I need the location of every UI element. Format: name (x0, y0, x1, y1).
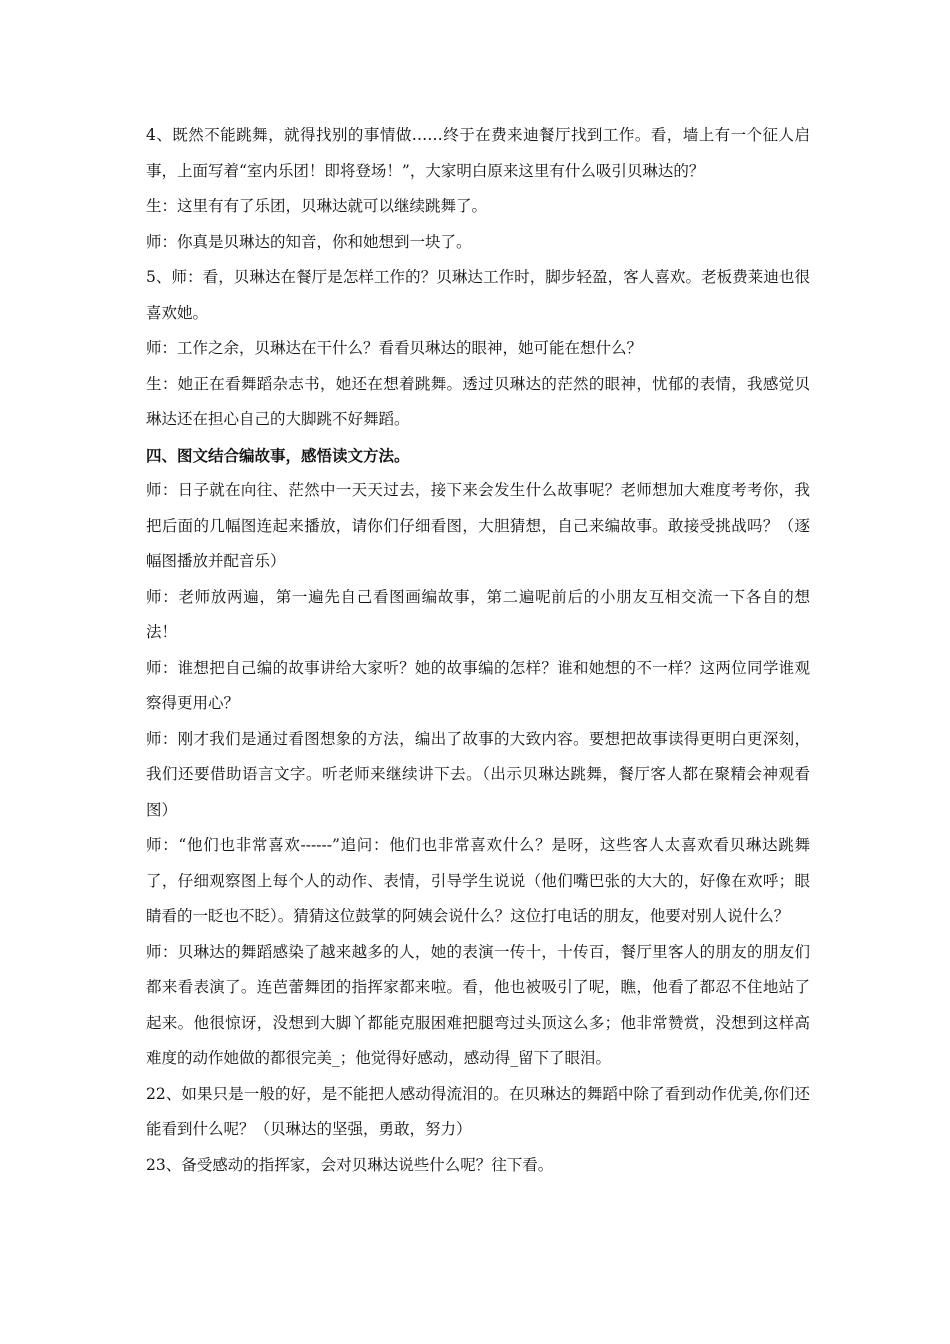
paragraph: 生：这里有有了乐团，贝琳达就可以继续跳舞了。 (146, 197, 488, 215)
paragraph: 生：她正在看舞蹈杂志书，她还在想着跳舞。透过贝琳达的茫然的眼神，忧郁的表情，我感觉贝琳达还在担心自己的大脚跳不好舞蹈。 (146, 374, 810, 428)
paragraph: 师：工作之余，贝琳达在干什么？看看贝琳达的眼神，她可能在想什么？ (146, 339, 643, 357)
section-heading: 四、图文结合编故事，感悟读文方法。 (146, 445, 410, 465)
paragraph: 22、如果只是一般的好，是不能把人感动得流泪的。在贝琳达的舞蹈中除了看到动作优美,你们还能看到什么呢？（贝琳达的坚强，勇敢，努力） (146, 1084, 810, 1138)
paragraph: 师：日子就在向往、茫然中一天天过去，接下来会发生什么故事呢？老师想加大难度考考你，我把后面的几幅图连起来播放，请你们仔细看图，大胆猜想，自己来编故事。敢接受挑战吗？（逐幅图播放并配音乐） (146, 481, 810, 570)
paragraph: 师：刚才我们是通过看图想象的方法，编出了故事的大致内容。要想把故事读得更明白更深刻，我们还要借助语言文字。听老师来继续讲下去。（出示贝琳达跳舞，餐厅客人都在聚精会神观看图） (146, 729, 810, 819)
paragraph: 师：老师放两遍，第一遍先自己看图画编故事，第二遍呢前后的小朋友互相交流一下各自的想法！ (146, 587, 810, 641)
paragraph: 师：谁想把自己编的故事讲给大家听？她的故事编的怎样？谁和她想的不一样？这两位同学谁观察得更用心？ (146, 658, 810, 712)
document-body (146, 118, 810, 1183)
paragraph: 23、备受感动的指挥家，会对贝琳达说些什么呢？往下看。 (146, 1155, 554, 1174)
paragraph: 5、师：看，贝琳达在餐厅是怎样工作的？贝琳达工作时，脚步轻盈，客人喜欢。老板费莱迪也很喜欢她。 (146, 268, 810, 322)
paragraph: 师：你真是贝琳达的知音，你和她想到一块了。 (146, 232, 472, 251)
paragraph: 师：“他们也非常喜欢------”追问：他们也非常喜欢什么？是呀，这些客人太喜欢看贝琳达跳舞了，仔细观察图上每个人的动作、表情，引导学生说说（他们嘴巴张的大大的，好像在欢呼；眼睛看的一眨也不眨）。猜猜这位鼓掌的阿姨会说什么？这位打电话的朋友，他要对别人说什么？ (146, 836, 810, 925)
paragraph: 师：贝琳达的舞蹈感染了越来越多的人，她的表演一传十，十传百，餐厅里客人的朋友的朋友们都来看表演了。连芭蕾舞团的指挥家都来啦。看，他也被吸引了呢，瞧，他看了都忍不住地站了起来。他很惊讶，没想到大脚丫都能克服困难把腿弯过头顶这么多；他非常赞赏，没想到这样高难度的动作她做的都很完美_；他觉得好感动，感动得_留下了眼泪。 (146, 942, 810, 1067)
paragraph: 4、既然不能跳舞，就得找别的事情做……终于在费来迪餐厅找到工作。看，墙上有一个征人启事，上面写着“室内乐团！即将登场！”，大家明白原来这里有什么吸引贝琳达的？ (146, 126, 810, 180)
